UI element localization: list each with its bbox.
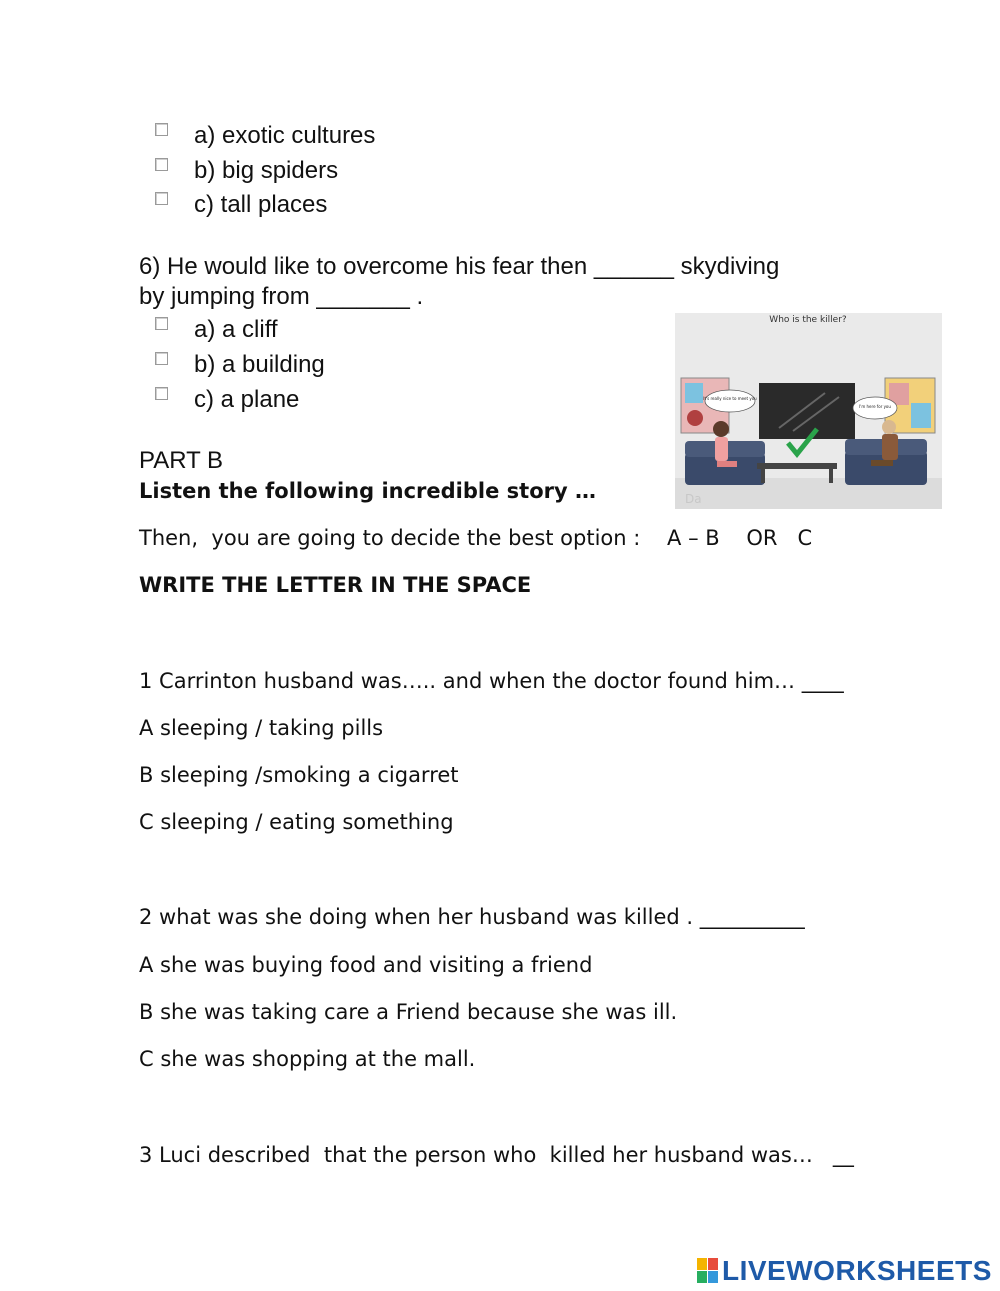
question-6-line-1: 6) He would like to overcome his fear then ______ skydiving bbox=[139, 253, 780, 280]
checkbox[interactable] bbox=[155, 387, 168, 400]
liveworksheets-logo-icon bbox=[697, 1258, 719, 1284]
question-2-option-c: C she was shopping at the mall. bbox=[139, 1047, 476, 1071]
question-1-option-c: C sleeping / eating something bbox=[139, 810, 454, 834]
question-1-text: 1 Carrinton husband was….. and when the doctor found him… ____ bbox=[139, 669, 844, 693]
option-label: a) exotic cultures bbox=[194, 122, 376, 149]
option-label: c) tall places bbox=[194, 191, 328, 218]
checkbox[interactable] bbox=[155, 192, 168, 205]
logo-text: LIVEWORKSHEETS bbox=[722, 1255, 992, 1286]
q5-option-b[interactable] bbox=[155, 157, 338, 185]
question-2-text: 2 what was she doing when her husband was killed . __________ bbox=[139, 905, 805, 929]
write-letter-instruction: WRITE THE LETTER IN THE SPACE bbox=[139, 573, 532, 597]
question-2-option-a: A she was buying food and visiting a friend bbox=[139, 953, 593, 977]
part-b-heading: PART B bbox=[139, 447, 224, 474]
who-is-the-killer-illustration bbox=[675, 313, 942, 509]
part-b-subheading: Listen the following incredible story … bbox=[139, 479, 596, 503]
option-label: c) a plane bbox=[194, 386, 300, 413]
q5-option-c[interactable] bbox=[155, 191, 327, 219]
q6-option-c[interactable] bbox=[155, 386, 299, 414]
checkbox[interactable] bbox=[155, 352, 168, 365]
option-label: a) a cliff bbox=[194, 316, 278, 343]
question-1-option-b: B sleeping /smoking a cigarret bbox=[139, 763, 459, 787]
part-b-instruction: Then, you are going to decide the best option : A – B OR C bbox=[139, 526, 813, 550]
q6-option-a[interactable] bbox=[155, 316, 278, 344]
checkbox[interactable] bbox=[155, 123, 168, 136]
question-6-line-2: by jumping from _______ . bbox=[139, 283, 424, 310]
question-2-option-b: B she was taking care a Friend because she was ill. bbox=[139, 1000, 678, 1024]
checkbox[interactable] bbox=[155, 158, 168, 171]
option-label: b) a building bbox=[194, 351, 325, 378]
checkbox[interactable] bbox=[155, 317, 168, 330]
q6-option-b[interactable] bbox=[155, 351, 325, 379]
question-3-text: 3 Luci described that the person who killed her husband was… __ bbox=[139, 1143, 854, 1167]
speech-bubble-left: It's really nice to meet you bbox=[703, 396, 757, 401]
svg-text:Da: Da bbox=[685, 492, 702, 506]
speech-bubble-right: I'm here for you bbox=[859, 404, 891, 409]
illustration-title: Who is the killer? bbox=[769, 315, 847, 325]
option-label: b) big spiders bbox=[194, 157, 339, 184]
question-1-option-a: A sleeping / taking pills bbox=[139, 716, 384, 740]
q5-option-a[interactable] bbox=[155, 122, 375, 150]
liveworksheets-logo bbox=[697, 1255, 992, 1287]
